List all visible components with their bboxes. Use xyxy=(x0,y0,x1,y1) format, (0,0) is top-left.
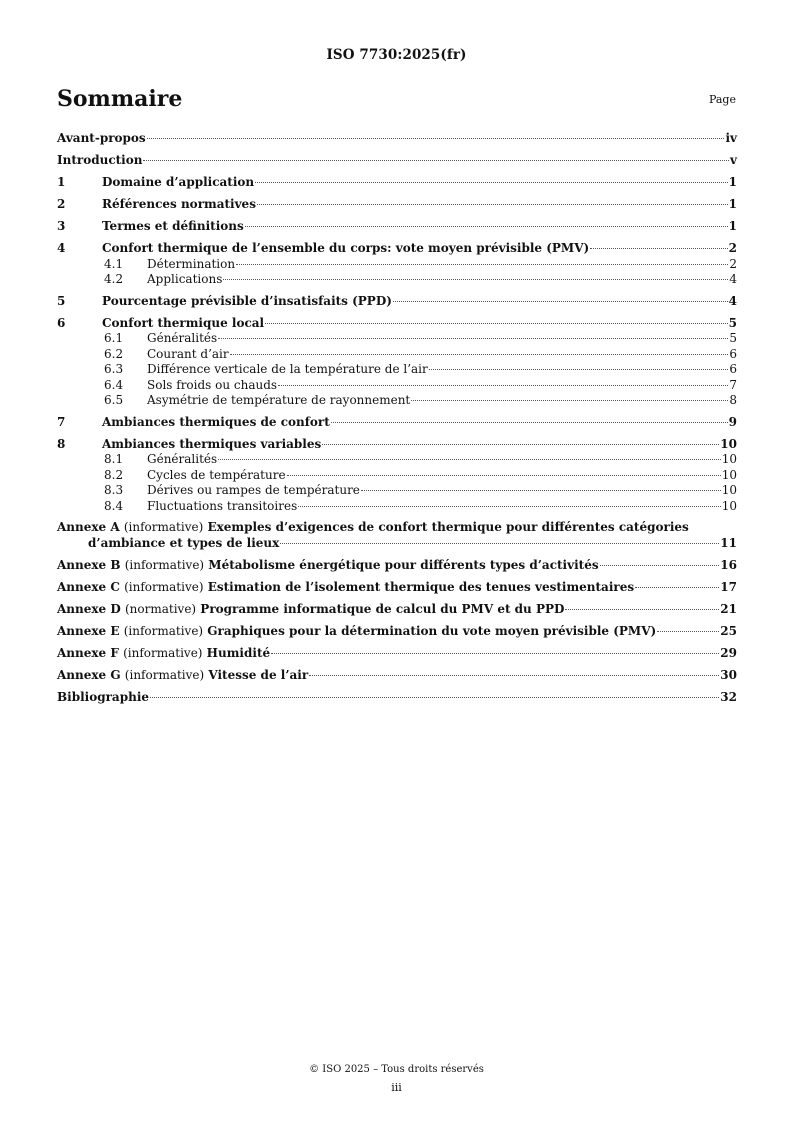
annex-label xyxy=(57,580,634,596)
annex-label xyxy=(57,646,270,662)
toc-entry[interactable] xyxy=(57,602,737,618)
toc-entry-label: Avant-propos xyxy=(57,131,146,145)
toc-entry-label: Bibliographie xyxy=(57,689,150,704)
page-number: iii xyxy=(391,1081,402,1094)
dot-leader xyxy=(150,697,719,698)
dot-leader xyxy=(147,138,725,139)
toc-subentry-number: 8.3 xyxy=(104,483,124,498)
annex-prefix: Annexe F xyxy=(57,645,119,660)
toc-entry-page: 5 xyxy=(728,315,737,330)
toc-subentry-label: Généralités xyxy=(147,331,218,346)
annex-label xyxy=(57,624,656,640)
toc-subentry-number: 8.2 xyxy=(104,467,124,482)
toc-entry-page: 30 xyxy=(720,667,737,682)
toc-subentry-page: 2 xyxy=(729,256,737,271)
dot-leader xyxy=(218,338,728,339)
annex-title: Estimation de l’isolement thermique des tenues vestimentaires xyxy=(207,579,635,594)
toc-subentry-page: 10 xyxy=(721,498,737,513)
annex-title: Humidité xyxy=(206,645,271,660)
annex-type: (informative) xyxy=(124,557,205,572)
toc-entry[interactable] xyxy=(57,483,737,498)
annex-title-cont: d’ambiance et types de lieux xyxy=(88,535,280,550)
toc-entry-number: 8 xyxy=(57,436,66,451)
toc-subentry-label: Différence verticale de la température de l’air xyxy=(147,362,428,377)
toc-entry-page: v xyxy=(730,153,737,167)
dot-leader xyxy=(361,490,721,491)
toc-entry-label: Confort thermique de l’ensemble du corps: vote moyen prévisible (PMV) xyxy=(102,241,590,255)
annex-label xyxy=(57,602,564,618)
toc-subentry-page: 10 xyxy=(721,467,737,482)
toc-entry-label: Confort thermique local xyxy=(102,315,265,330)
annex-title: Exemples d’exigences de confort thermique pour différentes catégories xyxy=(207,520,689,535)
toc-entry-page: 4 xyxy=(728,293,737,308)
toc-subentry-label: Détermination xyxy=(147,256,236,271)
toc-entry[interactable] xyxy=(57,131,737,147)
annex-prefix: Annexe E xyxy=(57,623,120,638)
toc-subentry-number: 6.1 xyxy=(104,331,124,346)
toc-entry[interactable] xyxy=(57,241,737,257)
toc-annex-entry[interactable] xyxy=(57,520,737,551)
toc-entry-page: 11 xyxy=(720,535,737,550)
dot-leader xyxy=(278,385,728,386)
toc-subentry-label: Cycles de température xyxy=(147,467,286,482)
toc-entry-label: Introduction xyxy=(57,153,143,167)
page-title: Sommaire xyxy=(57,86,183,112)
dot-leader xyxy=(143,160,729,161)
annex-title: Vitesse de l’air xyxy=(208,667,309,682)
annex-type: (informative) xyxy=(124,667,205,682)
toc-entry-number: 2 xyxy=(57,197,66,211)
toc-subentry-label: Asymétrie de température de rayonnement xyxy=(147,392,411,407)
copyright-footer: © ISO 2025 – Tous droits réservés xyxy=(309,1064,484,1075)
toc-entry-page: 1 xyxy=(728,175,737,189)
dot-leader xyxy=(245,226,728,227)
toc-subentry-label: Sols froids ou chauds xyxy=(147,377,278,392)
dot-leader xyxy=(265,323,728,324)
annex-prefix: Annexe C xyxy=(57,579,120,594)
toc-entry[interactable] xyxy=(57,153,737,169)
toc-entry-page: 21 xyxy=(720,601,737,616)
toc-subentry-label: Dérives ou rampes de température xyxy=(147,483,360,498)
toc-entry[interactable] xyxy=(57,393,737,408)
toc-entry-number: 5 xyxy=(57,293,66,308)
toc-subentry-page: 10 xyxy=(721,452,737,467)
toc-subentry-page: 4 xyxy=(729,271,737,286)
dot-leader xyxy=(331,422,728,423)
toc-entry[interactable] xyxy=(57,468,737,483)
toc-subentry-number: 6.3 xyxy=(104,362,124,377)
toc-entry[interactable] xyxy=(57,580,737,596)
toc-entry-page: 10 xyxy=(720,436,737,451)
dot-leader xyxy=(218,459,721,460)
toc-subentry-label: Généralités xyxy=(147,452,218,467)
dot-leader xyxy=(223,279,728,280)
annex-label xyxy=(57,668,308,684)
toc-entry[interactable] xyxy=(57,624,737,640)
dot-leader xyxy=(590,248,727,249)
annex-type: (informative) xyxy=(123,623,204,638)
toc-subentry-page: 6 xyxy=(729,346,737,361)
toc-entry[interactable] xyxy=(57,437,737,453)
toc-subentry-page: 8 xyxy=(729,392,737,407)
toc-entry-number: 3 xyxy=(57,219,66,233)
toc-entry-label: Références normatives xyxy=(102,197,256,211)
toc-entry[interactable] xyxy=(57,362,737,377)
toc-entry-label: Ambiances thermiques de confort xyxy=(102,414,330,429)
dot-leader xyxy=(635,587,719,588)
document-header: ISO 7730:2025(fr) xyxy=(326,47,467,63)
toc-subentry-label: Applications xyxy=(147,271,223,286)
toc-subentry-number: 6.5 xyxy=(104,392,124,407)
toc-entry[interactable] xyxy=(57,272,737,287)
toc-subentry-number: 6.4 xyxy=(104,377,124,392)
toc-entry-page: 9 xyxy=(728,414,737,429)
dot-leader xyxy=(257,204,728,205)
toc-subentry-page: 7 xyxy=(729,377,737,392)
toc-subentry-page: 6 xyxy=(729,362,737,377)
annex-title: Métabolisme énergétique pour différents types d’activités xyxy=(208,557,599,572)
toc-subentry-number: 6.2 xyxy=(104,346,124,361)
toc-entry[interactable] xyxy=(57,668,737,684)
dot-leader xyxy=(230,354,729,355)
toc-subentry-page: 10 xyxy=(721,483,737,498)
dot-leader xyxy=(298,506,720,507)
toc-entry[interactable] xyxy=(57,378,737,393)
dot-leader xyxy=(309,675,719,676)
dot-leader xyxy=(565,609,719,610)
toc-entry-label: Pourcentage prévisible d’insatisfaits (PPD) xyxy=(102,293,392,308)
annex-type: (informative) xyxy=(124,579,204,594)
dot-leader xyxy=(393,301,728,302)
toc-entry-label: Domaine d’application xyxy=(102,175,255,189)
annex-line-2 xyxy=(57,536,737,552)
dot-leader xyxy=(600,565,720,566)
toc-entry[interactable] xyxy=(57,175,737,191)
toc-entry[interactable] xyxy=(57,347,737,362)
annex-line-1 xyxy=(57,520,737,536)
annex-label xyxy=(57,558,599,574)
toc-subentry-number: 4.1 xyxy=(104,256,124,271)
toc-entry[interactable] xyxy=(57,499,737,514)
toc-entry[interactable] xyxy=(57,294,737,310)
toc-subentry-label: Courant d’air xyxy=(147,346,229,361)
toc-entry-page: 1 xyxy=(728,219,737,233)
dot-leader xyxy=(322,444,719,445)
toc-entry-page: 17 xyxy=(720,579,737,594)
toc-entry-label: Ambiances thermiques variables xyxy=(102,436,322,451)
annex-title: Graphiques pour la détermination du vote moyen prévisible (PMV) xyxy=(207,623,657,638)
toc-entry[interactable] xyxy=(57,690,737,706)
toc-entry[interactable] xyxy=(57,197,737,213)
toc-subentry-number: 4.2 xyxy=(104,271,124,286)
annex-type: (informative) xyxy=(123,645,203,660)
dot-leader xyxy=(280,543,719,544)
annex-title: Programme informatique de calcul du PMV et du PPD xyxy=(200,601,565,616)
dot-leader xyxy=(429,369,729,370)
toc-entry-label: Termes et définitions xyxy=(102,219,244,233)
dot-leader xyxy=(657,631,719,632)
toc-subentry-number: 8.1 xyxy=(104,452,124,467)
toc-subentry-number: 8.4 xyxy=(104,498,124,513)
toc-entry[interactable] xyxy=(57,219,737,235)
toc-entry[interactable] xyxy=(57,452,737,467)
toc-entry[interactable] xyxy=(57,558,737,574)
toc-entry[interactable] xyxy=(57,331,737,346)
toc-entry-page: 1 xyxy=(728,197,737,211)
annex-prefix: Annexe G xyxy=(57,667,121,682)
toc-subentry-page: 5 xyxy=(729,331,737,346)
toc-entry-page: 2 xyxy=(728,241,737,255)
page-column-label: Page xyxy=(708,93,736,106)
toc-entry[interactable] xyxy=(57,646,737,662)
toc-entry[interactable] xyxy=(57,257,737,272)
toc-entry-page: iv xyxy=(725,131,737,145)
toc-entry-number: 1 xyxy=(57,175,66,189)
annex-prefix: Annexe D xyxy=(57,601,121,616)
annex-type: (normative) xyxy=(124,601,197,616)
toc-entry-page: 16 xyxy=(720,557,737,572)
table-of-contents xyxy=(57,131,737,705)
toc-entry-page: 32 xyxy=(720,689,737,704)
annex-prefix: Annexe A xyxy=(57,520,120,535)
toc-entry-number: 4 xyxy=(57,241,66,255)
dot-leader xyxy=(236,264,728,265)
toc-entry-page: 29 xyxy=(720,645,737,660)
dot-leader xyxy=(271,653,719,654)
toc-entry[interactable] xyxy=(57,316,737,332)
dot-leader xyxy=(411,400,728,401)
toc-entry-number: 6 xyxy=(57,315,66,330)
toc-entry-number: 7 xyxy=(57,414,66,429)
annex-type: (informative) xyxy=(123,520,204,535)
toc-entry[interactable] xyxy=(57,415,737,431)
toc-subentry-label: Fluctuations transitoires xyxy=(147,498,298,513)
dot-leader xyxy=(287,475,721,476)
toc-entry-page: 25 xyxy=(720,623,737,638)
dot-leader xyxy=(255,182,728,183)
annex-prefix: Annexe B xyxy=(57,557,121,572)
